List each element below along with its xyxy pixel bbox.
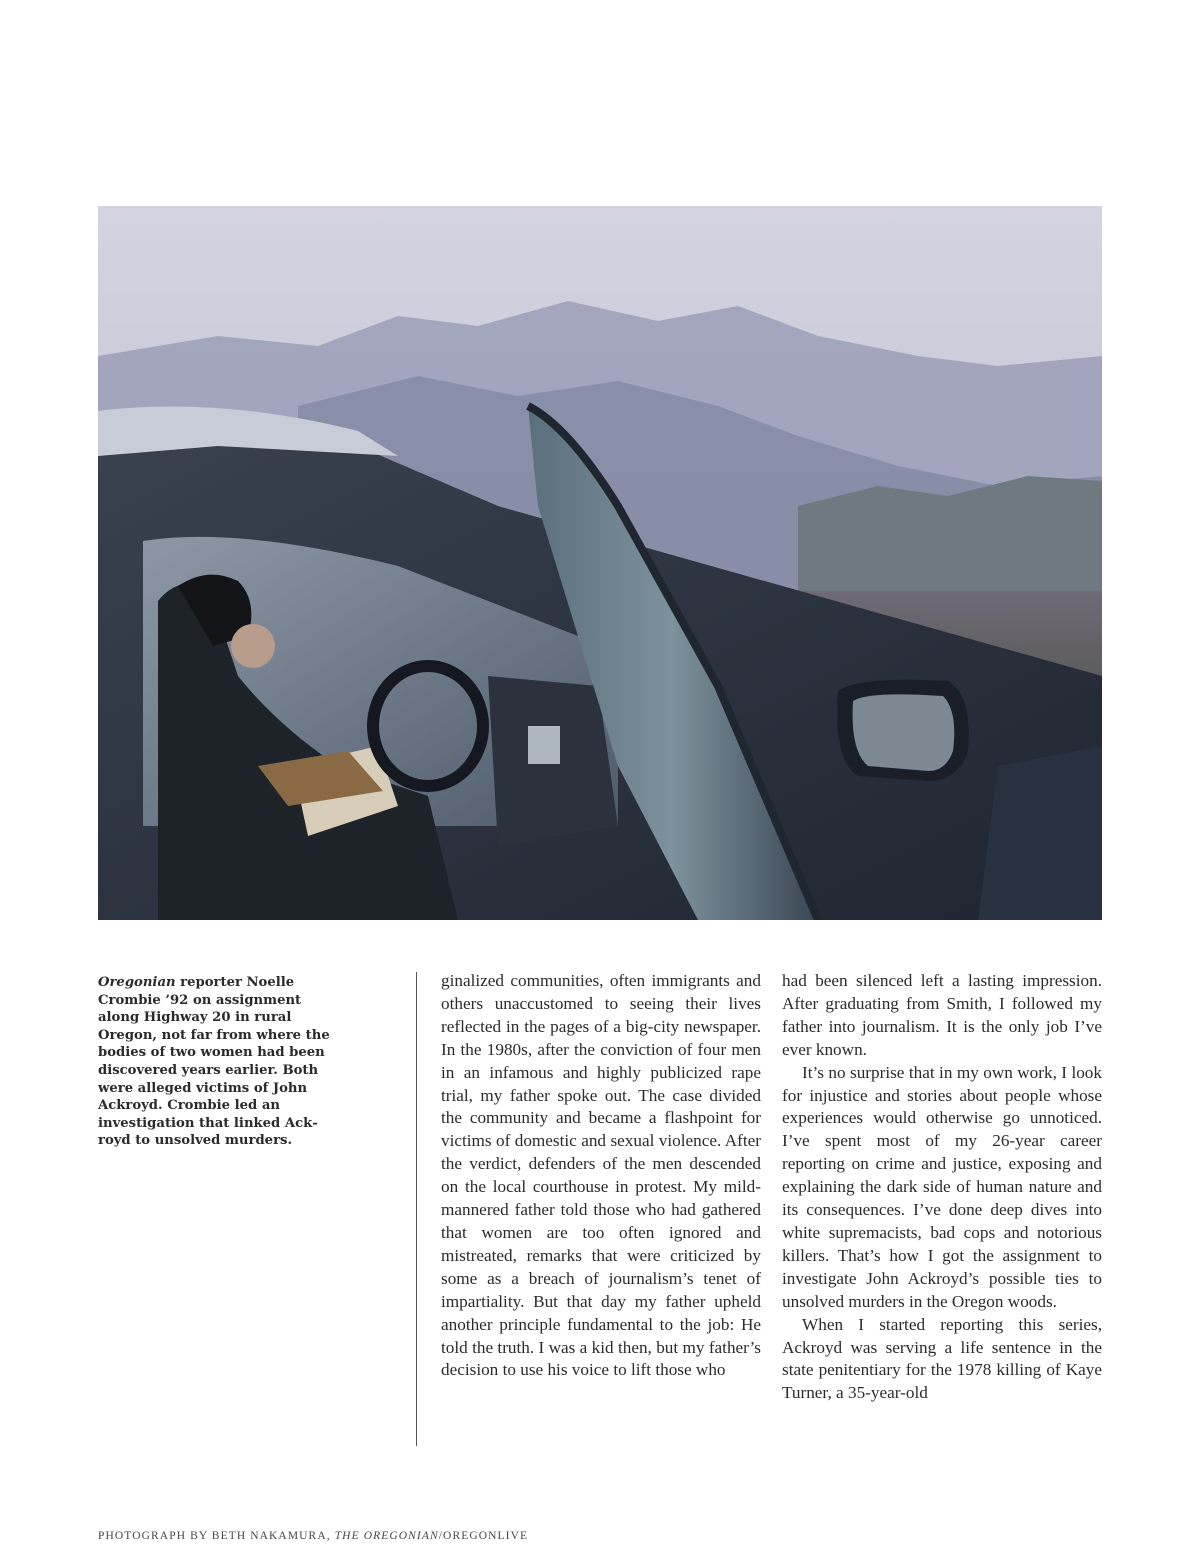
paragraph: had been silenced left a lasting impression. After graduating from Smith, I followed my father into journalism. It is the only job I’ve ever known. [782, 971, 1102, 1059]
paragraph: When I started reporting this series, Ackroyd was serving a life sentence in the state penitentiary for the 1978 killing of Kaye Turner, a 35-year-old [782, 1314, 1102, 1403]
article-column-1 [441, 970, 761, 1382]
photo-caption [98, 974, 330, 1150]
caption-publication: Oregonian [98, 975, 176, 990]
photo-illustration [98, 206, 1102, 920]
photo-credit [98, 1530, 528, 1542]
paragraph: It’s no surprise that in my own work, I look for injustice and stories about people whose experiences would otherwise go unnoticed. I’ve spent most of my 26-year career reporting on crime and justice, exposing and explaining the dark side of human nature and its consequences. I’ve done deep dives into white supremacists, bad cops and notorious killers. That’s how I got the assignment to investigate John Ackroyd’s possible ties to unsolved murders in the Oregon woods. [782, 1062, 1102, 1311]
column-divider [416, 972, 417, 1446]
article-column-2 [782, 970, 1102, 1405]
paragraph: ginalized communities, often immigrants and others unaccustomed to seeing their lives reflected in the pages of a big-city newspaper. In the 1980s, after the conviction of four men in an infamous and highly publicized rape trial, my father spoke out. The case divided the community and became a flashpoint for victims of domestic and sexual violence. After the verdict, defenders of the men descended on the local courthouse in protest. My mild-mannered father told those who had gathered that women are too often ignored and mistreated, remarks that were criticized by some as a breach of journalism’s tenet of impartiality. But that day my father upheld another principle fundamental to the job: He told the truth. I was a kid then, but my father’s decision to use his voice to lift those who [441, 971, 761, 1380]
caption-text: reporter Noelle Crombie ’92 on assignment along Highway 20 in rural Oregon, not far from where the bodies of two women had been discovered years earlier. Both were alleged victims of John Ackroyd. Crombie led an investigation that linked Ackroyd to unsolved murders. [98, 975, 330, 1149]
credit-publication: THE OREGONIAN [334, 1530, 439, 1542]
credit-suffix: /OREGONLIVE [438, 1530, 529, 1542]
credit-prefix: PHOTOGRAPH BY BETH NAKAMURA, [98, 1530, 335, 1542]
feature-photo [98, 206, 1102, 920]
